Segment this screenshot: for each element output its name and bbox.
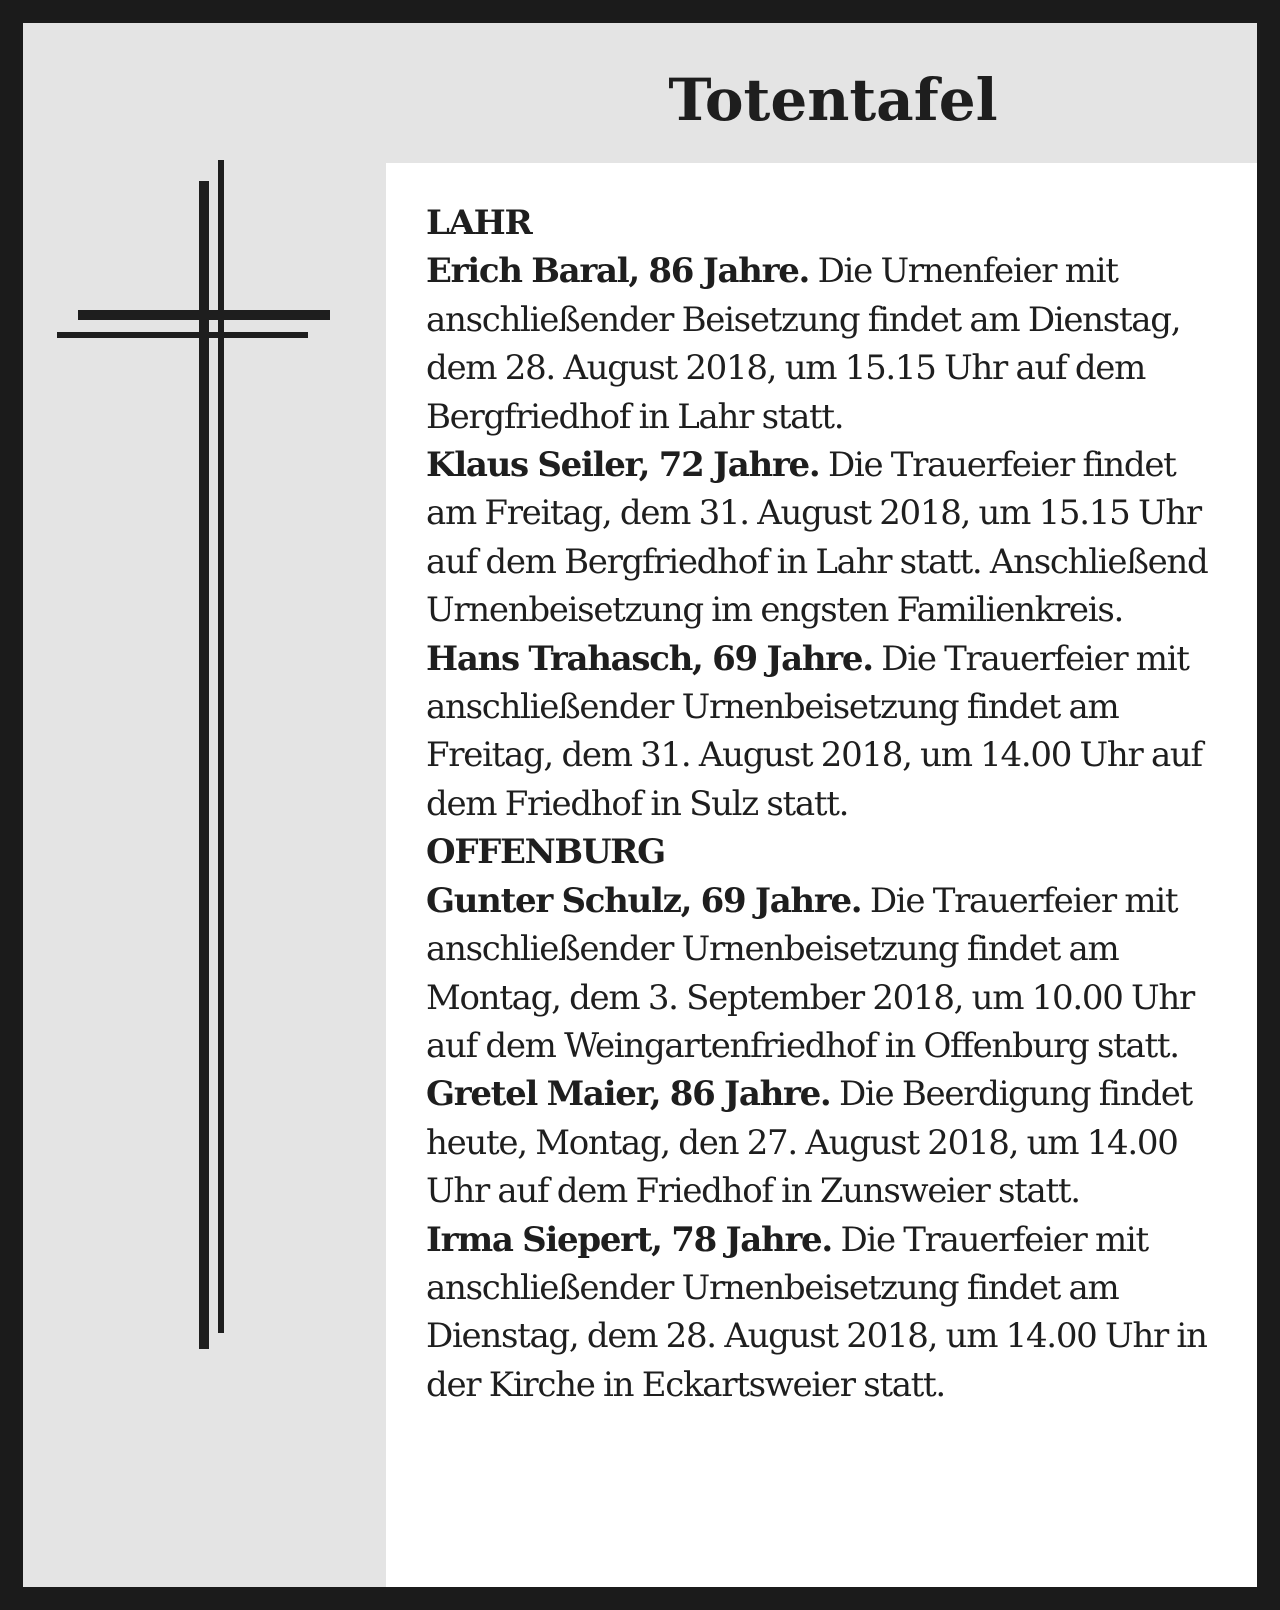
entry-text: Die Trauerfeier mit anschließender Urnenbeisetzung findet am Dienstag, dem 28. August 2018, um 14.00 Uhr in der Kirche in Eckartsweier statt. bbox=[426, 1219, 1207, 1405]
cross-vertical-bar-left bbox=[199, 181, 209, 1349]
obituary-entry bbox=[426, 877, 1233, 1071]
deceased-name: Gunter Schulz, 69 Jahre. bbox=[426, 880, 862, 921]
city-heading-offenburg: OFFENBURG bbox=[426, 832, 665, 873]
deceased-name: Irma Siepert, 78 Jahre. bbox=[426, 1219, 832, 1260]
obituary-frame bbox=[23, 23, 1257, 1587]
obituary-entry bbox=[426, 635, 1233, 829]
entry-text: Die Trauerfeier mit anschließender Urnenbeisetzung findet am Montag, dem 3. September 2018, um 10.00 Uhr auf dem Weingartenfriedhof in Offenburg statt. bbox=[426, 880, 1194, 1066]
cross-horizontal-bar-top bbox=[78, 310, 330, 320]
obituary-entry bbox=[426, 1216, 1233, 1410]
obituary-entry bbox=[426, 247, 1233, 441]
obituary-entry bbox=[426, 441, 1233, 635]
deceased-name: Erich Baral, 86 Jahre. bbox=[426, 251, 810, 292]
entry-text: Die Trauerfeier findet am Freitag, dem 31. August 2018, um 15.15 Uhr auf dem Bergfriedhof in Lahr statt. Anschließend Urnenbeisetzung im engsten Familienkreis. bbox=[426, 445, 1208, 631]
obituary-entry bbox=[426, 1070, 1233, 1215]
cross-icon bbox=[23, 23, 409, 1587]
deceased-name: Hans Trahasch, 69 Jahre. bbox=[426, 638, 873, 679]
page-title: Totentafel bbox=[668, 66, 998, 134]
deceased-name: Gretel Maier, 86 Jahre. bbox=[426, 1074, 831, 1115]
city-heading-lahr: LAHR bbox=[426, 203, 532, 243]
obituary-list bbox=[386, 163, 1257, 1587]
cross-horizontal-bar-bottom bbox=[57, 332, 308, 338]
entry-text: Die Beerdigung findet heute, Montag, den 27. August 2018, um 14.00 Uhr auf dem Friedhof in Zunsweier statt. bbox=[426, 1074, 1192, 1212]
entry-text: Die Urnenfeier mit anschließender Beisetzung findet am Dienstag, dem 28. August 2018, um 15.15 Uhr auf dem Bergfriedhof in Lahr statt. bbox=[426, 251, 1181, 437]
entry-text: Die Trauerfeier mit anschließender Urnenbeisetzung findet am Freitag, dem 31. August 2018, um 14.00 Uhr auf dem Friedhof in Sulz statt. bbox=[426, 638, 1202, 824]
deceased-name: Klaus Seiler, 72 Jahre. bbox=[426, 445, 820, 486]
